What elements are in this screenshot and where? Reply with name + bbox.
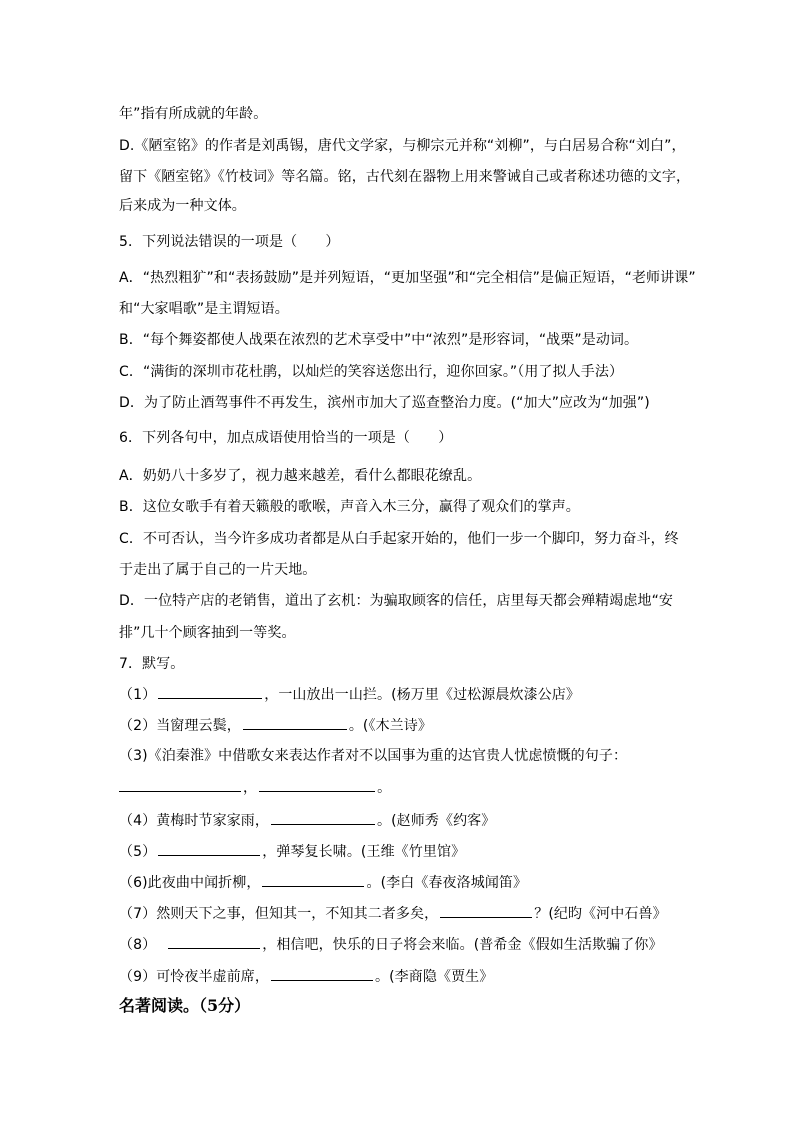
dictation-item-9: [119, 966, 493, 987]
section-heading: 名著阅读。（5分）: [119, 996, 251, 1015]
item-text: 。(李商隐《贾生》: [375, 969, 494, 985]
dictation-item-2: [119, 715, 432, 736]
option-6b: B．这位女歌手有着天籁般的歌喉，声音入木三分，赢得了观众们的掌声。: [119, 499, 580, 515]
option-5a-line2: 和“大家唱歌”是主谓短语。: [119, 301, 289, 317]
option-5d: D．为了防止酒驾事件不再发生，滨州市加大了巡查整治力度。(“加大”应改为“加强”): [119, 395, 650, 411]
text-line: 后来成为一种文体。: [119, 198, 246, 214]
answer-blank[interactable]: [271, 810, 375, 825]
question-6: 6．下列各句中，加点成语使用恰当的一项是（ ）: [119, 430, 453, 446]
answer-blank[interactable]: [271, 966, 373, 981]
answer-blank[interactable]: [259, 777, 375, 792]
answer-blank[interactable]: [262, 872, 364, 887]
dictation-item-5: [119, 841, 465, 862]
item-label: （8）: [119, 937, 157, 953]
dictation-item-1: [119, 684, 580, 705]
item-text: 。(李白《春夜洛城闻笛》: [366, 875, 528, 891]
item-text: 。(《木兰诗》: [348, 718, 432, 734]
item-text: （2）当窗理云鬓，: [119, 718, 241, 734]
item-text: 。(赵师秀《约客》: [377, 813, 496, 829]
item-text: （6)此夜曲中闻折柳，: [119, 875, 261, 891]
dictation-item-3-blanks: [119, 777, 391, 798]
text-line: 留下《陋室铭》《竹枝词》等名篇。铭，古代刻在器物上用来警诫自己或者称述功德的文字，: [119, 169, 691, 185]
option-5c: C．“满街的深圳市花杜鹃，以灿烂的笑容送您出行，迎你回家。”（用了拟人手法）: [119, 364, 624, 380]
answer-blank[interactable]: [158, 684, 262, 699]
question-5: 5．下列说法错误的一项是（ ）: [119, 234, 340, 250]
answer-blank[interactable]: [119, 777, 241, 792]
item-text: （9）可怜夜半虚前席，: [119, 969, 270, 985]
answer-blank[interactable]: [168, 934, 260, 949]
dictation-item-8: [119, 934, 663, 955]
text-line: D.《陋室铭》的作者是刘禹锡，唐代文学家，与柳宗元并称“刘柳”，与白居易合称“刘白”，: [119, 138, 686, 154]
dictation-item-6: [119, 872, 527, 893]
option-6d-line1: D．一位特产店的老销售，道出了玄机：为骗取顾客的信任，店里每天都会殚精竭虑地“安: [119, 593, 674, 609]
separator: ，: [243, 780, 258, 796]
option-6a: A．奶奶八十多岁了，视力越来越差，看什么都眼花缭乱。: [119, 468, 482, 484]
answer-blank[interactable]: [440, 903, 532, 918]
option-6c-line1: C．不可否认，当今许多成功者都是从白手起家开始的，他们一步一个脚印，努力奋斗，终: [119, 531, 679, 547]
option-5b: B．“每个舞姿都使人战栗在浓烈的艺术享受中”中“浓烈”是形容词，“战栗”是动词。: [119, 332, 639, 348]
item-text: ，弹琴复长啸。(王维《竹里馆》: [262, 844, 466, 860]
dictation-item-3: （3)《泊秦淮》中借歌女来表达作者对不以国事为重的达官贵人忧虑愤慨的句子：: [119, 748, 628, 764]
option-5a-line1: A．“热烈粗犷”和“表扬鼓励”是并列短语，“更加坚强”和“完全相信”是偏正短语，“老师讲课”: [119, 270, 696, 286]
option-6c-line2: 于走出了属于自己的一片天地。: [119, 562, 317, 578]
item-text: ？(纪昀《河中石兽》: [534, 906, 667, 922]
item-text: （7）然则天下之事，但知其一，不知其二者多矣，: [119, 906, 439, 922]
answer-blank[interactable]: [158, 841, 260, 856]
text-line: 年”指有所成就的年龄。: [119, 106, 268, 122]
question-7: 7．默写。: [119, 656, 185, 672]
dictation-item-4: [119, 810, 495, 831]
dictation-item-7: [119, 903, 667, 924]
item-label: （5）: [119, 844, 157, 860]
option-6d-line2: 排”几十个顾客抽到一等奖。: [119, 625, 296, 641]
answer-blank[interactable]: [243, 715, 347, 730]
item-label: （1）: [119, 687, 157, 703]
end-mark: 。: [377, 780, 392, 796]
item-text: ，相信吧，快乐的日子将会来临。(普希金《假如生活欺骗了你》: [262, 937, 663, 953]
item-text: （4）黄梅时节家家雨，: [119, 813, 270, 829]
item-text: ，一山放出一山拦。(杨万里《过松源晨炊漆公店》: [264, 687, 580, 703]
